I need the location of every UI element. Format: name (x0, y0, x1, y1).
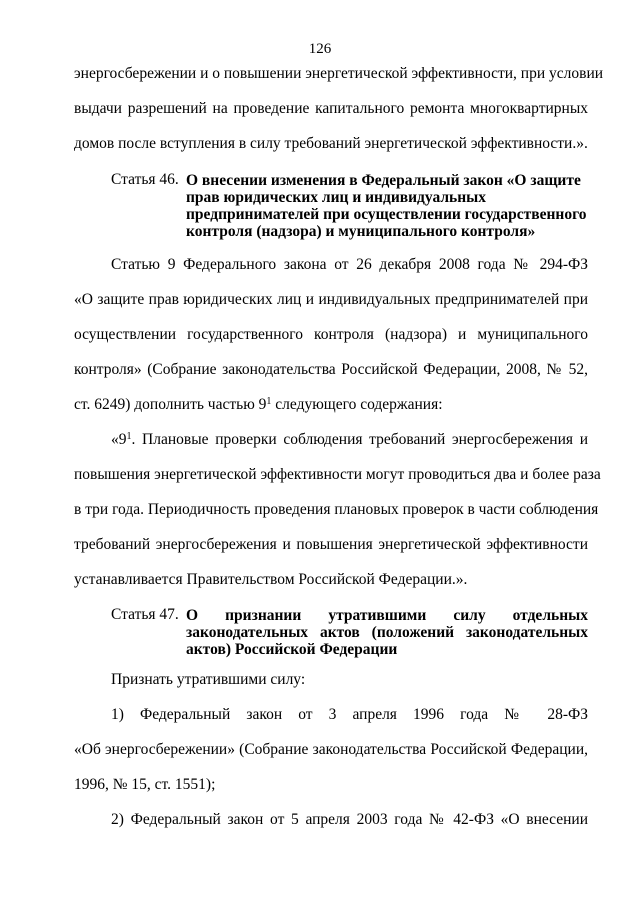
article-47-item-1-last: 1996, № 15, ст. 1551); (74, 776, 216, 793)
quote-last-line: устанавливается Правительством Российской Федерации.». (74, 571, 468, 588)
article-46-title (186, 172, 590, 240)
article-46-title-line: предпринимателей при осуществлении государственного (186, 206, 587, 223)
page-number: 126 (308, 41, 332, 57)
intro-line-1: энергосбережении и о повышении энергетической эффективности, при условии (74, 65, 604, 82)
quote-line: в три года. Периодичность проведения плановых проверок в части соблюдения (74, 501, 599, 518)
article-46-body-line: «О защите прав юридических лиц и индивидуальных предпринимателей при (74, 291, 588, 308)
article-47-label: Статья 47. (111, 606, 179, 623)
superscript: 1 (126, 431, 132, 442)
article-47-title-line: О признании утратившими силу отдельных (186, 607, 588, 624)
article-47-title (186, 607, 588, 658)
quote-line: повышения энергетической эффективности могут проводиться два и более раза (74, 466, 601, 483)
article-47-title-line: актов) Российской Федерации (186, 641, 398, 658)
article-46-body-line: контроля» (Собрание законодательства Российской Федерации, 2008, № 52, (74, 361, 588, 378)
article-47-item-1-line: 1) Федеральный закон от 3 апреля 1996 года № 28-ФЗ (111, 706, 588, 723)
article-46-title-line: контроля (надзора) и муниципального контроля» (186, 223, 536, 240)
article-46-body-last-line (74, 395, 588, 415)
intro-line-2: выдачи разрешений на проведение капитального ремонта многоквартирных (74, 100, 588, 117)
article-47-item-2-line: 2) Федеральный закон от 5 апреля 2003 года № 42-ФЗ «О внесении (111, 811, 588, 828)
article-47-item-1-line: «Об энергосбережении» (Собрание законодательства Российской Федерации, (74, 741, 588, 758)
article-47-title-line: законодательных актов (положений законодательных (186, 624, 588, 641)
quote-line: требований энергосбережения и повышения энергетической эффективности (74, 536, 588, 553)
article-46-label: Статья 46. (111, 171, 179, 188)
superscript: 1 (266, 396, 272, 407)
quote-first-line (111, 430, 588, 450)
article-46-body-line: Статью 9 Федерального закона от 26 декабря 2008 года № 294-ФЗ (111, 256, 588, 273)
article-46-title-line: прав юридических лиц и индивидуальных (186, 189, 487, 206)
intro-line-3: домов после вступления в силу требований энергетической эффективности.». (74, 135, 588, 152)
article-46-body-text: ст. 6249) дополнить частью 9 (74, 396, 267, 413)
article-47-intro: Признать утратившими силу: (111, 671, 306, 688)
article-46-body-line: осуществлении государственного контроля (надзора) и муниципального (74, 326, 588, 343)
article-46-title-line: О внесении изменения в Федеральный закон «О защите (186, 172, 581, 189)
quote-text: «9 (111, 431, 127, 448)
article-46-body-text: следующего содержания: (271, 396, 443, 413)
quote-text: . Плановые проверки соблюдения требований энергосбережения и (131, 431, 588, 448)
